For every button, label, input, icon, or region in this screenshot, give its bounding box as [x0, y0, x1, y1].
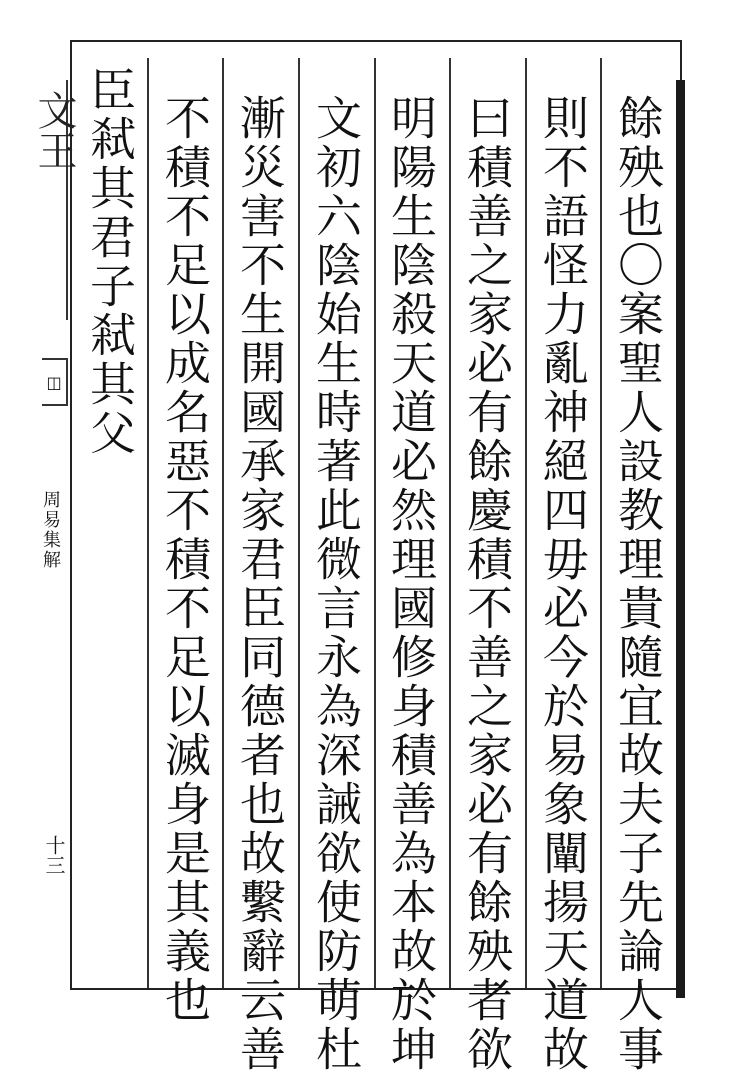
book-title: 周易集解 — [40, 490, 61, 570]
page-number: 十三 — [42, 835, 66, 875]
text-column-6 — [230, 94, 290, 1074]
text-column-2 — [533, 94, 593, 1074]
column-rule — [222, 58, 224, 988]
column-text: 文初六陰始生時著此微言永為深誡欲使防萌杜 — [309, 94, 363, 1074]
column-rule — [374, 58, 376, 988]
text-column-4 — [381, 94, 441, 1074]
column-rule — [600, 58, 602, 988]
column-rule — [449, 58, 451, 988]
column-text: 餘殃也〇案聖人設教理貴隨宜故夫子先論人事 — [611, 94, 665, 1074]
margin-title-text: 文王 — [31, 90, 77, 170]
column-rule — [298, 58, 300, 988]
column-rule — [525, 58, 527, 988]
fish-tail-mark: ◫ — [42, 358, 68, 406]
text-column-1 — [608, 94, 668, 1074]
text-column-8 — [80, 66, 140, 458]
page-margin — [0, 40, 77, 990]
text-column-3 — [457, 94, 517, 1074]
column-text: 臣弒其君子弒其父 — [83, 66, 137, 458]
column-text: 漸災害不生開國承家君臣同德者也故繫辭云善 — [233, 94, 287, 1074]
column-rule — [147, 58, 149, 988]
column-text: 不積不足以成名惡不積不足以滅身是其義也 — [158, 94, 212, 1025]
frame-right-border — [676, 80, 685, 998]
margin-title-fragment — [31, 80, 77, 320]
column-text: 則不語怪力亂神絕四毋必今於易象闡揚天道故 — [536, 94, 590, 1074]
text-column-7 — [155, 94, 215, 1025]
text-column-5 — [306, 94, 366, 1074]
column-text: 明陽生陰殺天道必然理國修身積善為本故於坤 — [384, 94, 438, 1074]
column-text: 曰積善之家必有餘慶積不善之家必有餘殃者欲 — [460, 94, 514, 1074]
